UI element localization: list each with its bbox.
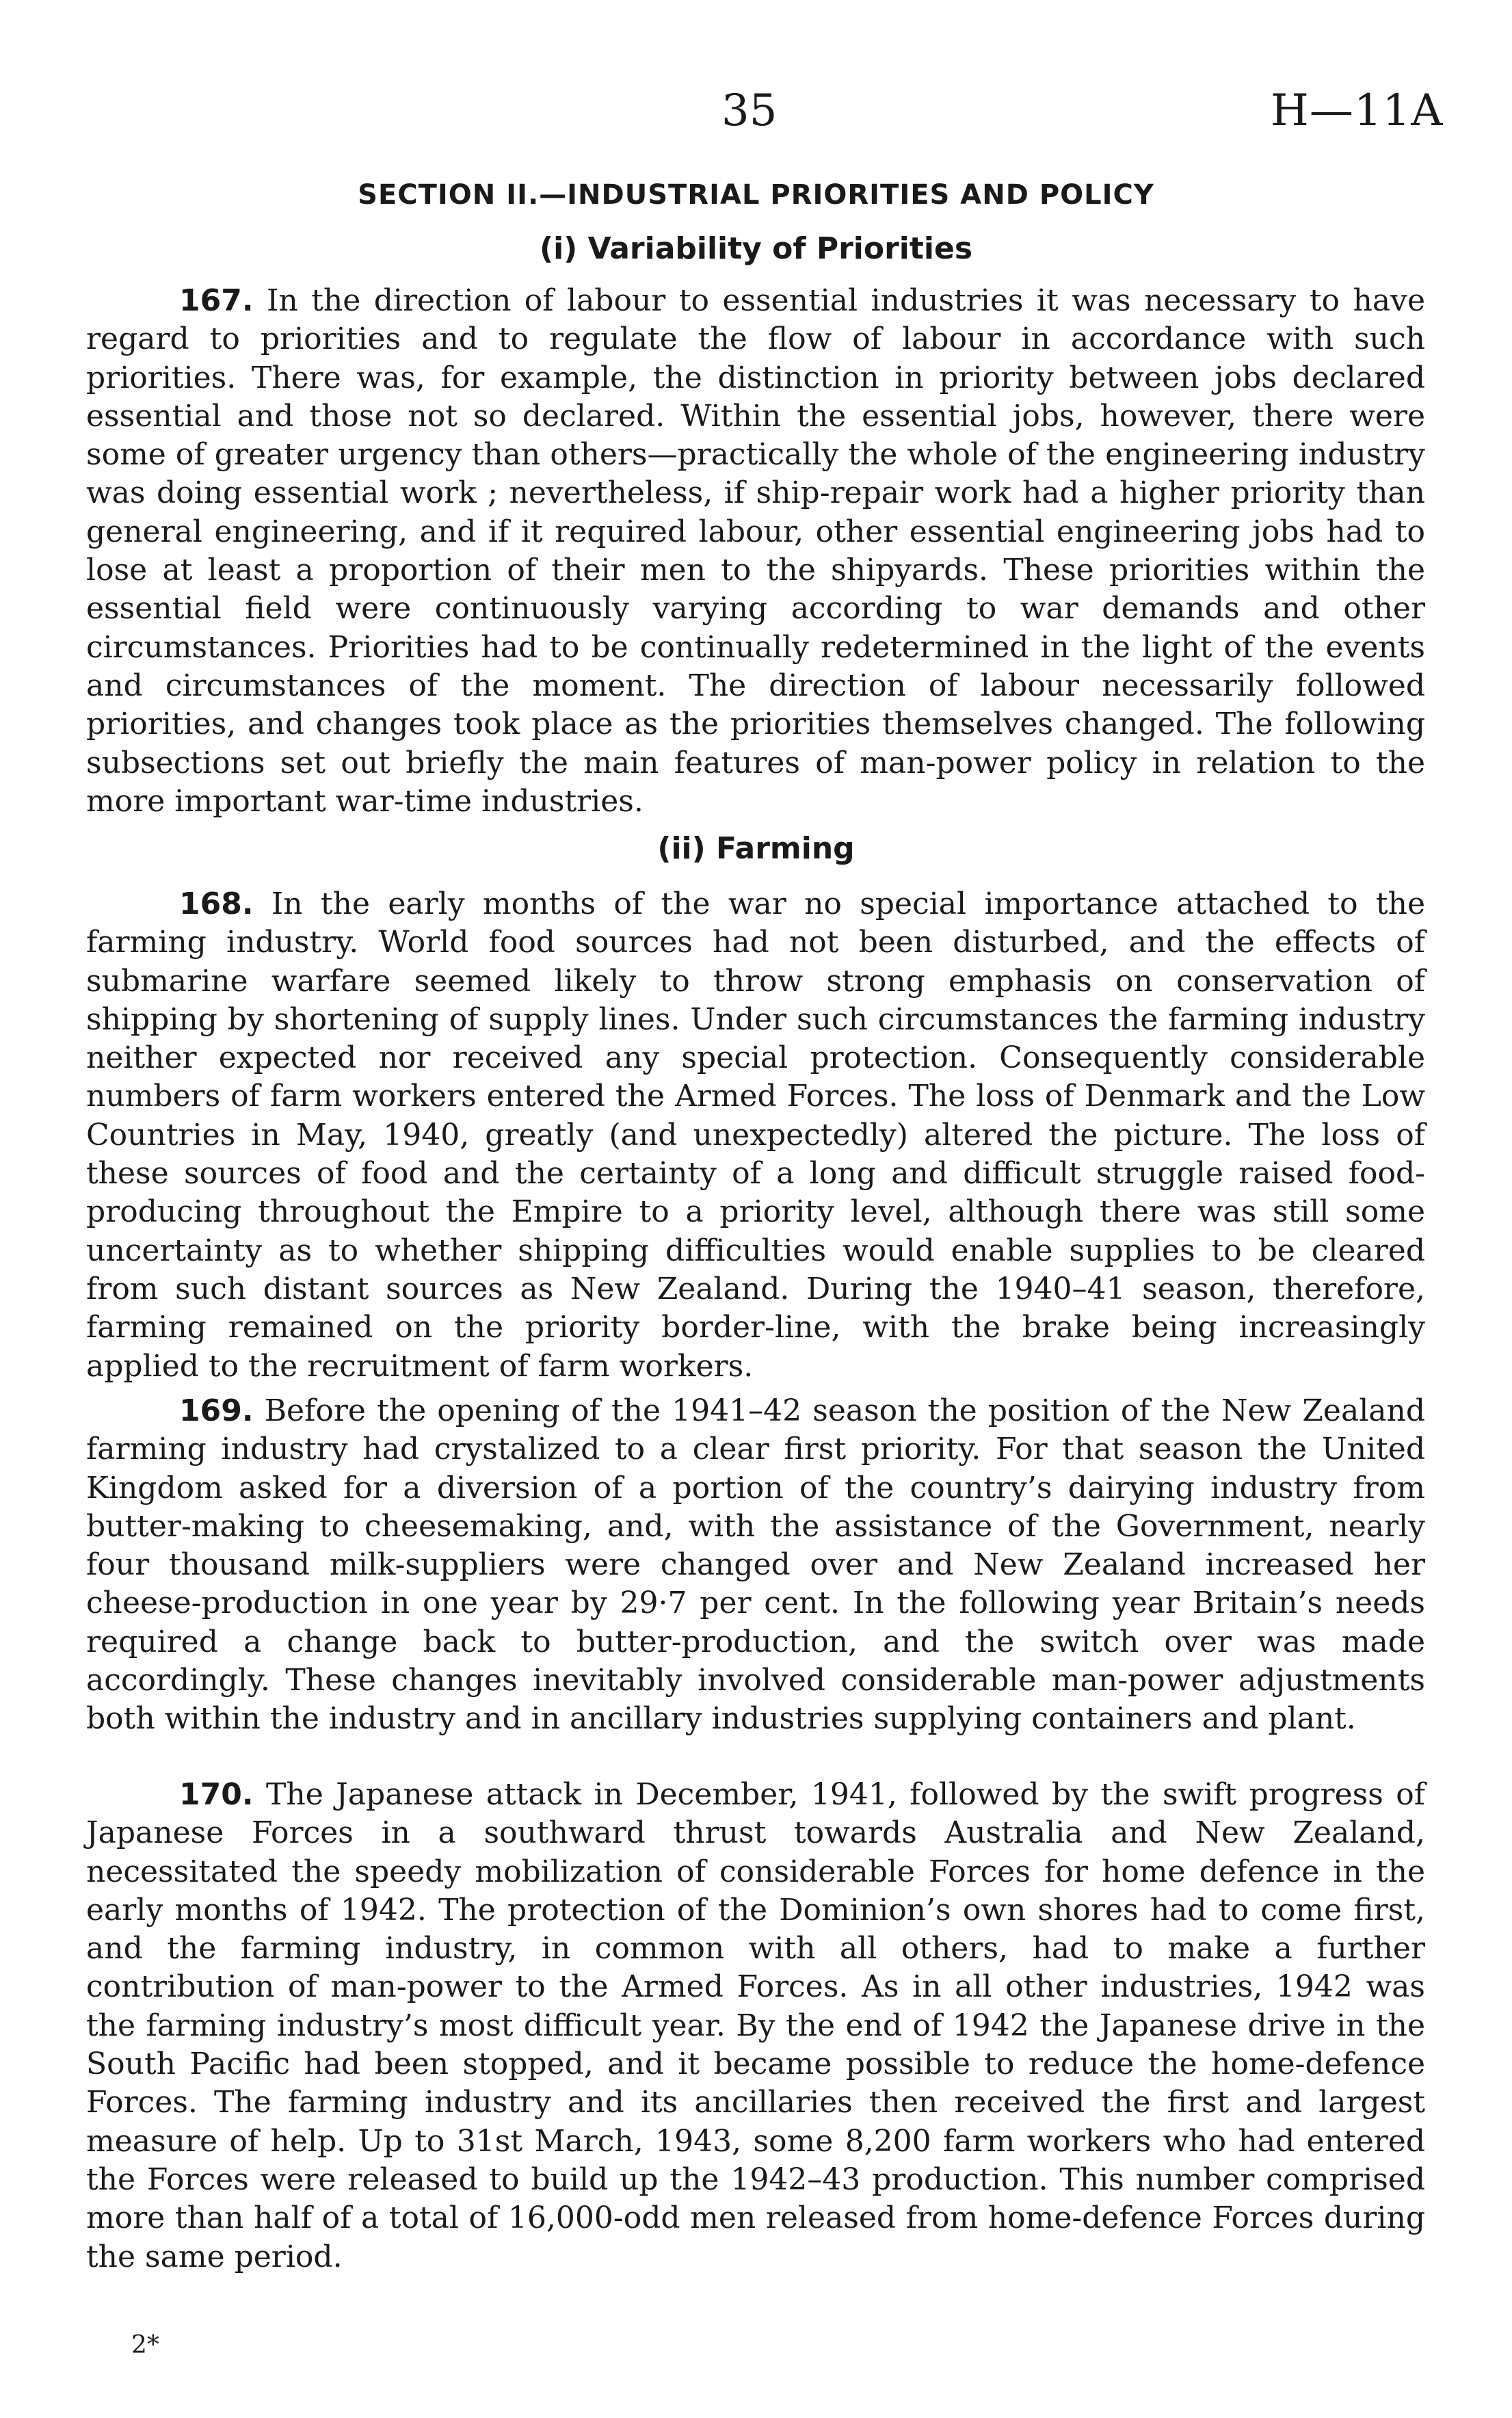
paragraph-text: Before the opening of the 1941–42 season the position of the New Zealand farming industry had crystalized to a clear first priority. For that season the United Kingdom asked for a diversion of a portion of the country’s dairying industry from butter-making to cheesemaking, and, with the assistance of the Government, nearly four thousand milk-suppliers were changed over and New Zealand increased her cheese-production in one year by 29·7 per cent. In the following year Britain’s needs required a change back to butter-production, and the switch over was made accordingly. These changes inevitably involved considerable man-power adjustments both within the industry and in ancillary industries supplying containers and plant. (86, 1393, 1425, 1737)
paragraph-169 (86, 1392, 1425, 1739)
page-number: 35 (721, 86, 778, 136)
subsection-heading-farming: (ii) Farming (657, 831, 855, 866)
document-reference: H—11A (1271, 86, 1444, 136)
subsection-heading-variability: (i) Variability of Priorities (539, 231, 973, 266)
signature-mark: 2* (131, 2331, 159, 2359)
paragraph-number: 169. (179, 1393, 254, 1428)
paragraph-text: In the direction of labour to essential industries it was necessary to have regard to priorities and to regulate the flow of labour in accordance with such priorities. There was, for example, the distinction in priority between jobs declared essential and those not so declared. Within the essential jobs, however, there were some of greater urgency than others—practically the whole of the engineering industry was doing essential work ; nevertheless, if ship-repair work had a higher priority than general engineering, and if it required labour, other essential engineering jobs had to lose at least a proportion of their men to the shipyards. These priorities within the essential field were continuously varying according to war demands and other circumstances. Priorities had to be continually redetermined in the light of the events and circumstances of the moment. The direction of labour necessarily followed priorities, and changes took place as the priorities themselves changed. The following subsections set out briefly the main features of man-power policy in relation to the more important war-time industries. (86, 283, 1425, 819)
paragraph-number: 168. (179, 886, 254, 921)
section-title: SECTION II.—INDUSTRIAL PRIORITIES AND POLICY (358, 179, 1154, 211)
paragraph-text: In the early months of the war no special importance attached to the farming industry. World food sources had not been disturbed, and the effects of submarine warfare seemed likely to throw strong emphasis on conservation of shipping by shortening of supply lines. Under such circumstances the farming industry neither expected nor received any special protection. Consequently considerable numbers of farm workers entered the Armed Forces. The loss of Denmark and the Low Countries in May, 1940, greatly (and unexpectedly) altered the picture. The loss of these sources of food and the certainty of a long and difficult struggle raised food-producing throughout the Empire to a priority level, although there was still some uncertainty as to whether shipping difficulties would enable supplies to be cleared from such distant sources as New Zealand. During the 1940–41 season, therefore, farming remained on the priority border-line, with the brake being increasingly applied to the recruitment of farm workers. (86, 886, 1425, 1384)
paragraph-168 (86, 885, 1425, 1386)
paragraph-number: 170. (179, 1777, 254, 1812)
paragraph-170 (86, 1776, 1425, 2276)
paragraph-167 (86, 282, 1425, 821)
paragraph-text: The Japanese attack in December, 1941, followed by the swift progress of Japanese Forces in a southward thrust towards Australia and New Zealand, necessitated the speedy mobilization of considerable Forces for home defence in the early months of 1942. The protection of the Dominion’s own shores had to come first, and the farming industry, in common with all others, had to make a further contribution of man-power to the Armed Forces. As in all other industries, 1942 was the farming industry’s most difficult year. By the end of 1942 the Japanese drive in the South Pacific had been stopped, and it became possible to reduce the home-defence Forces. The farming industry and its ancillaries then received the first and largest measure of help. Up to 31st March, 1943, some 8,200 farm workers who had entered the Forces were released to build up the 1942–43 production. This number comprised more than half of a total of 16,000-odd men released from home-defence Forces during the same period. (86, 1777, 1425, 2274)
paragraph-number: 167. (179, 283, 254, 318)
